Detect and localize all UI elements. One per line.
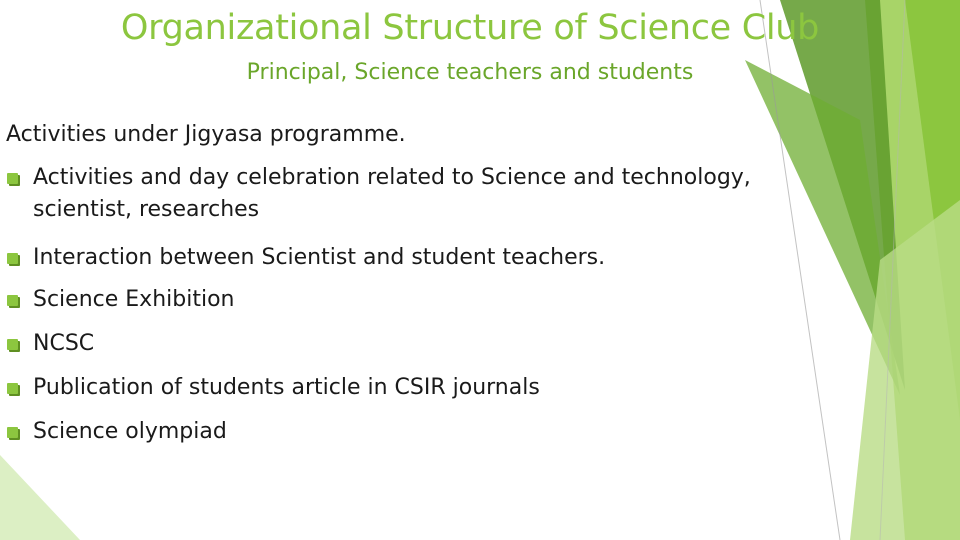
list-item-text: Interaction between Scientist and student teachers. [33,245,606,270]
page-subtitle: Principal, Science teachers and students [246,60,694,85]
checkbox-square-icon [7,173,18,184]
pale-corner-facet [0,455,80,540]
list-item-text: Publication of students article in CSIR journals [33,375,540,400]
checkbox-square-icon [7,339,18,350]
list-item-text: Activities and day celebration related to Science and technology, [33,165,751,190]
list-item-text: Science olympiad [33,419,227,444]
checkbox-square-icon [7,253,18,264]
checkbox-square-icon [7,427,18,438]
checkbox-square-icon [7,295,18,306]
list-item-text: Science Exhibition [33,287,235,312]
list-item-text: NCSC [33,331,95,356]
intro-text: Activities under Jigyasa programme. [6,122,406,147]
list-item-text-continued: scientist, researches [33,197,260,222]
checkbox-square-icon [7,383,18,394]
page-title: Organizational Structure of Science Club [120,8,820,48]
